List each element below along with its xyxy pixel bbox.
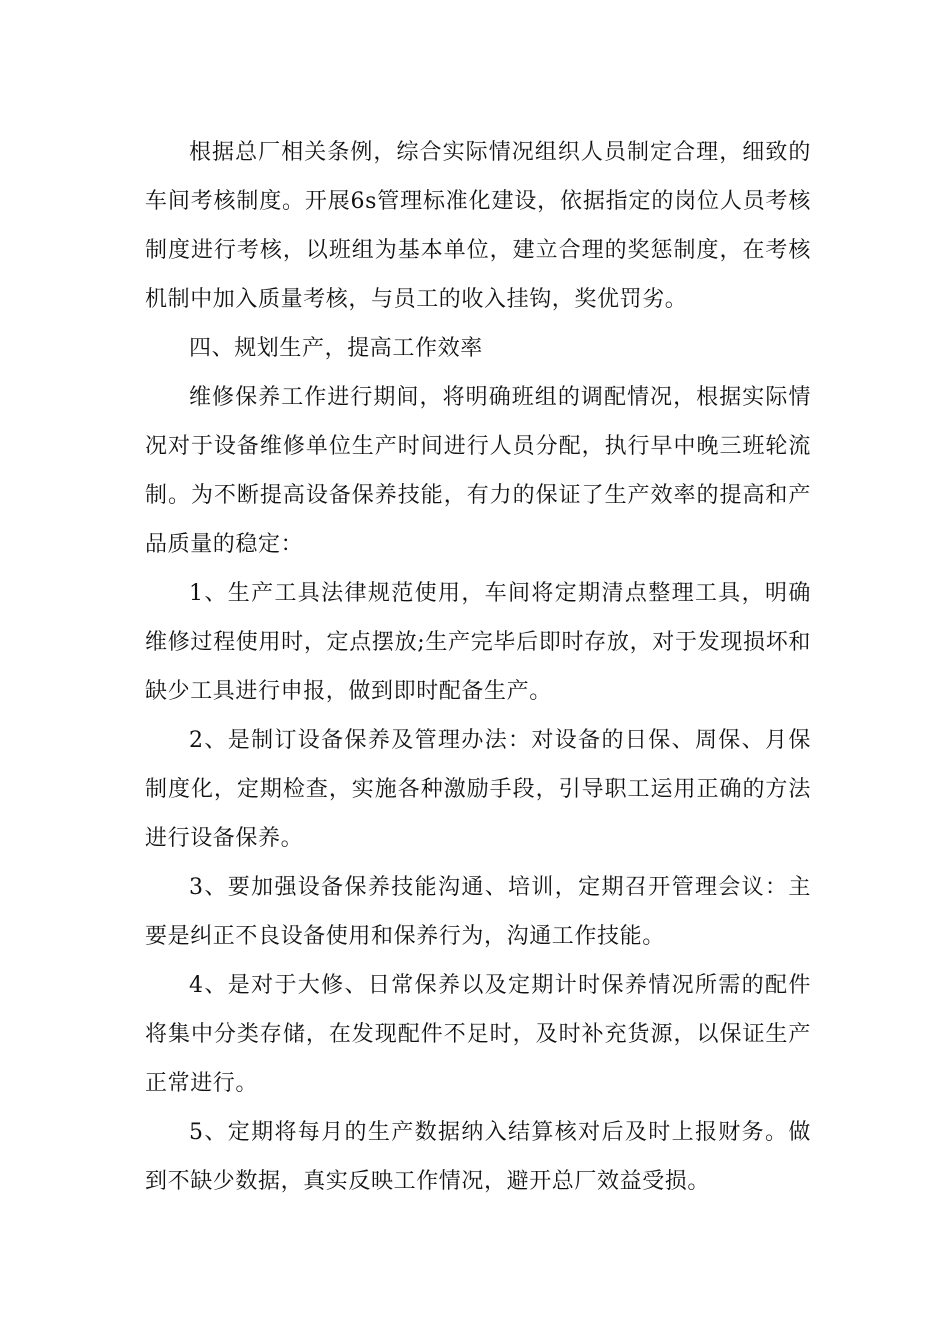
list-item-parts-storage: 4、是对于大修、日常保养以及定期计时保养情况所需的配件将集中分类存储，在发现配件不足时，及时补充货源，以保证生产正常进行。 xyxy=(145,973,811,1096)
document-page xyxy=(145,128,811,1206)
paragraph-maintenance-scheduling: 维修保养工作进行期间，将明确班组的调配情况，根据实际情况对于设备维修单位生产时间进行人员分配，执行早中晚三班轮流制。为不断提高设备保养技能，有力的保证了生产效率的提高和产品质量的稳定： xyxy=(145,385,811,557)
list-item-training-meetings: 3、要加强设备保养技能沟通、培训，定期召开管理会议：主要是纠正不良设备使用和保养行为，沟通工作技能。 xyxy=(145,875,811,949)
list-item-tools-usage: 1、生产工具法律规范使用，车间将定期清点整理工具，明确维修过程使用时，定点摆放;生产完毕后即时存放，对于发现损坏和缺少工具进行申报，做到即时配备生产。 xyxy=(145,581,811,704)
list-item-production-data: 5、定期将每月的生产数据纳入结算核对后及时上报财务。做到不缺少数据，真实反映工作情况，避开总厂效益受损。 xyxy=(145,1120,811,1194)
paragraph-assessment-system: 根据总厂相关条例，综合实际情况组织人员制定合理，细致的车间考核制度。开展6s管理标准化建设，依据指定的岗位人员考核制度进行考核，以班组为基本单位，建立合理的奖惩制度，在考核机制中加入质量考核，与员工的收入挂钩，奖优罚劣。 xyxy=(145,140,811,312)
section-heading-production-planning: 四、规划生产，提高工作效率 xyxy=(189,336,483,361)
list-item-maintenance-rules: 2、是制订设备保养及管理办法：对设备的日保、周保、月保制度化，定期检查，实施各种激励手段，引导职工运用正确的方法进行设备保养。 xyxy=(145,728,811,851)
